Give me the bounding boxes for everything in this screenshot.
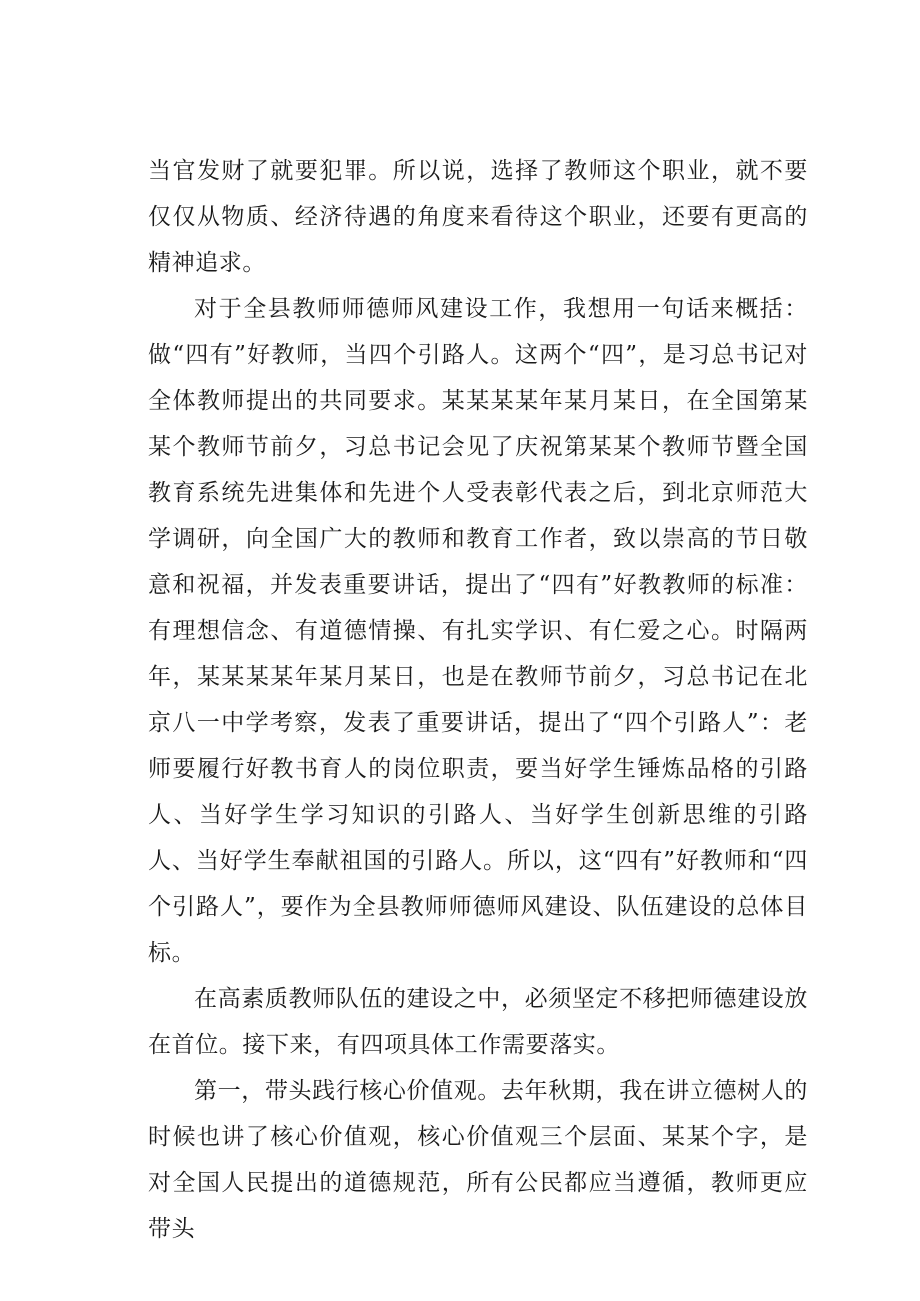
- document-body: [148, 148, 808, 1252]
- paragraph-four-haves: 对于全县教师师德师风建设工作，我想用一句话来概括：做“四有”好教师，当四个引路人。这两个“四”，是习总书记对全体教师提出的共同要求。某某某某年某月某日，在全国第某某个教师节前夕，习总书记会见了庆祝第某某个教师节暨全国教育系统先进集体和先进个人受表彰代表之后，到北京师范大学调研，向全国广大的教师和教育工作者，致以崇高的节日敬意和祝福，并发表重要讲话，提出了“四有”好教教师的标准：有理想信念、有道德情操、有扎实学识、有仁爱之心。时隔两年，某某某某年某月某日，也是在教师节前夕，习总书记在北京八一中学考察，发表了重要讲话，提出了“四个引路人”：老师要履行好教书育人的岗位职责，要当好学生锤炼品格的引路人、当好学生学习知识的引路人、当好学生创新思维的引路人、当好学生奉献祖国的引路人。所以，这“四有”好教师和“四个引路人”，要作为全县教师师德师风建设、队伍建设的总体目标。: [148, 296, 808, 966]
- paragraph-ethics-priority: 在高素质教师队伍的建设之中，必须坚定不移把师德建设放在首位。接下来，有四项具体工作需要落实。: [148, 986, 808, 1058]
- paragraph-first-task: 第一，带头践行核心价值观。去年秋期，我在讲立德树人的时候也讲了核心价值观，核心价值观三个层面、某某个字，是对全国人民提出的道德规范，所有公民都应当遵循，教师更应带头: [148, 1078, 808, 1242]
- paragraph-continuation: 当官发财了就要犯罪。所以说，选择了教师这个职业，就不要仅仅从物质、经济待遇的角度来看待这个职业，还要有更高的精神追求。: [148, 158, 808, 276]
